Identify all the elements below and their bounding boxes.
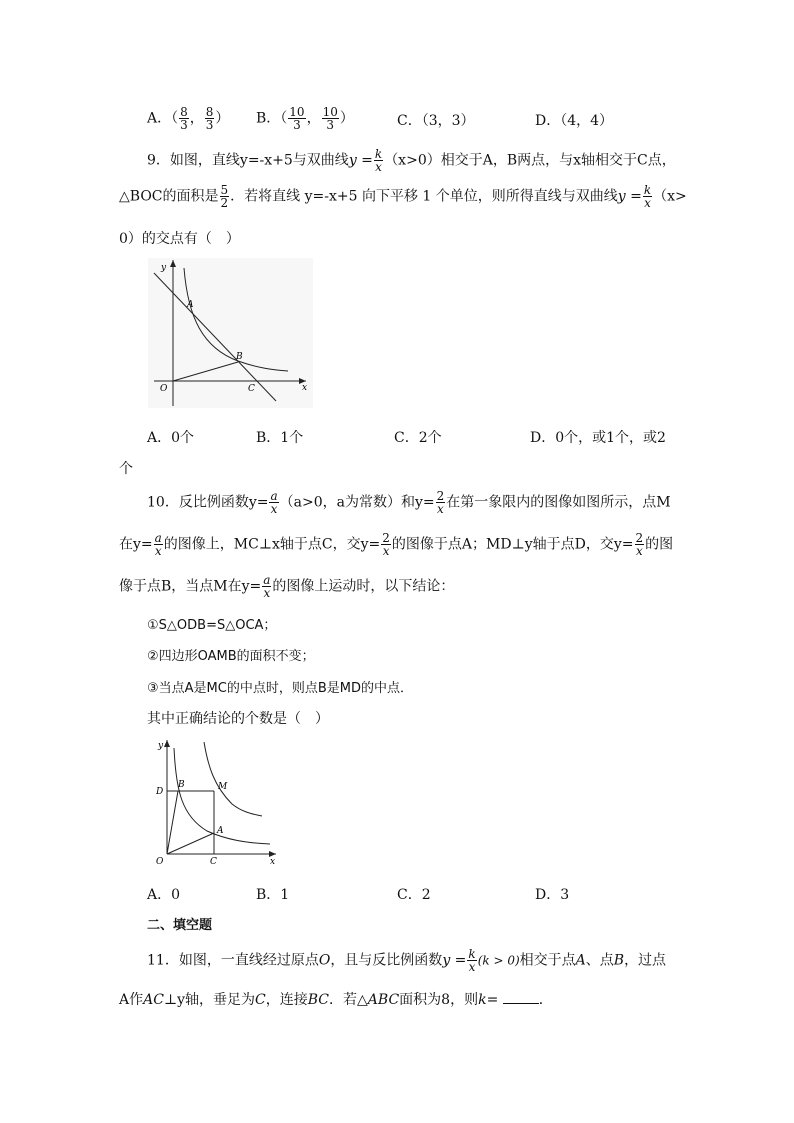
denominator: 3 (205, 118, 214, 132)
q10-conclusion-2: ②四边形OAMB的面积不变； (147, 649, 315, 664)
q11-text: ，且与反比例函数 (330, 952, 443, 969)
q11-text: 相交于点 (519, 952, 576, 969)
numerator: 5 (220, 183, 229, 197)
q11-text: ．若 (329, 992, 358, 1008)
q10-text: （a>0，a为常数）和y= (279, 494, 435, 511)
fraction (643, 184, 652, 209)
q9-text: 9．如图，直线y=-x+5与双曲线 (147, 152, 349, 169)
fraction (436, 490, 446, 515)
math-bc: BC (307, 992, 330, 1008)
q10-line-3 (119, 574, 454, 599)
q9-text: （x> (653, 188, 687, 205)
denominator: x (382, 544, 390, 558)
q10-text: 在第一象限内的图像如图所示，点M (446, 494, 671, 511)
q9-text: ．若将直线 y=-x+5 向下平移 1 个单位，则所得直线与双曲线 (230, 188, 618, 205)
math-b: B (613, 952, 625, 969)
q11-text: A作 (119, 992, 144, 1008)
fraction (262, 574, 271, 599)
numerator: 8 (180, 105, 188, 119)
q10-option-b: B．1 (256, 887, 290, 903)
fraction (381, 532, 391, 557)
q8-option-c: C．（3，3） (397, 113, 475, 129)
math-condition: (k > 0) (477, 953, 520, 968)
math-y: y = (348, 152, 373, 169)
q9-option-d-cont: 个 (119, 461, 133, 477)
fraction (205, 106, 215, 131)
denominator: x (437, 502, 444, 516)
q10-text: 在y= (119, 536, 153, 553)
fraction (269, 490, 278, 515)
q11-text: ，连接 (265, 992, 308, 1008)
axis-label-y: y (158, 741, 164, 751)
fraction (635, 532, 645, 557)
q11-text: 11．如图，一直线经过原点 (147, 952, 319, 969)
numerator: 2 (436, 489, 445, 503)
axis-label-x: x (302, 383, 308, 393)
segment-oa (167, 833, 214, 854)
q9-line-1 (147, 148, 676, 173)
point-label-d: D (156, 787, 164, 797)
math-a: A (575, 952, 586, 969)
numerator: 2 (635, 531, 644, 545)
q9-graph (148, 258, 313, 408)
math-c: C (255, 992, 266, 1008)
paren: （ (171, 110, 179, 127)
q11-line-1 (147, 948, 666, 973)
q9-text: （x>0）相交于A，B两点，与x轴相交于C点， (384, 152, 676, 169)
numerator: 2 (382, 531, 390, 545)
q10-graph (152, 736, 282, 868)
q11-text: 面积为8，则 (399, 992, 479, 1008)
q8-option-b (256, 106, 354, 131)
q10-line-2 (119, 532, 673, 557)
point-label-b: B (236, 352, 243, 362)
paren: ） (215, 110, 230, 127)
q10-option-c: C．2 (397, 887, 431, 903)
denominator: x (635, 544, 643, 558)
fraction (179, 106, 189, 131)
q10-option-d: D．3 (535, 887, 570, 903)
point-label-a: A (217, 826, 224, 836)
numerator: k (643, 183, 652, 197)
q10-conclusion-3: ③当点A是MC的中点时，则点B是MD的中点． (147, 681, 413, 696)
denominator: 3 (180, 118, 188, 132)
q10-figure (152, 736, 282, 868)
fraction (467, 948, 476, 973)
numerator: a (263, 573, 271, 587)
q10-question: 其中正确结论的个数是（ ） (147, 711, 329, 727)
q9-text: △BOC的面积是 (119, 188, 219, 205)
q10-text: 的图像上运动时，以下结论： (272, 578, 455, 595)
numerator: 10 (289, 105, 305, 119)
q9-option-a: A．0个 (147, 430, 195, 446)
denominator: x (644, 196, 651, 210)
point-label-a: A (187, 300, 194, 310)
q11-text: = (486, 992, 499, 1008)
q9-option-c: C．2个 (394, 430, 442, 446)
math-ac: AC (143, 992, 164, 1008)
fraction (288, 106, 305, 131)
point-label-b: B (178, 780, 185, 790)
q10-text: 像于点B，当点M在y= (119, 578, 262, 595)
q11-line-2 (119, 989, 553, 1009)
point-label-m: M (218, 782, 228, 792)
denominator: x (154, 544, 162, 558)
numerator: a (154, 531, 162, 545)
q9-line-3: 0）的交点有（ ） (119, 231, 240, 247)
paren: ） (339, 110, 354, 127)
point-label-o: O (156, 857, 164, 867)
q9-figure (148, 258, 313, 408)
paren: （ (280, 110, 288, 127)
fraction (154, 532, 163, 557)
axis-label-y: y (161, 263, 167, 273)
q11-text: ⊥y轴，垂足为 (163, 992, 256, 1008)
q8-option-a (147, 106, 229, 131)
option-label: B． (256, 110, 281, 127)
section-heading: 二、填空题 (147, 918, 213, 933)
denominator: 3 (293, 118, 301, 132)
answer-blank[interactable] (503, 991, 539, 1004)
q8-option-d: D．（4，4） (535, 113, 614, 129)
denominator: x (468, 960, 476, 974)
denominator: x (270, 502, 278, 516)
comma: ， (189, 110, 204, 127)
axis-label-x: x (270, 857, 276, 867)
q9-option-d: D．0个，或1个，或2 (530, 430, 666, 446)
fraction (220, 184, 230, 209)
segment-ob (167, 791, 178, 854)
denominator: 3 (326, 118, 335, 132)
point-label-o: O (160, 384, 168, 394)
numerator: 8 (205, 105, 214, 119)
q11-text: ，过点 (624, 952, 667, 969)
numerator: k (468, 947, 476, 961)
denominator: 2 (220, 196, 229, 210)
comma: ， (306, 110, 321, 127)
q10-text: 的图像上，MC⊥x轴于点C，交y= (163, 536, 381, 553)
denominator: x (375, 160, 382, 174)
q9-line-2 (119, 184, 687, 209)
q10-text: 的图 (645, 536, 674, 553)
point-label-c: C (248, 384, 255, 394)
numerator: a (270, 489, 278, 503)
math-y: y = (617, 188, 642, 205)
point-label-c: C (210, 857, 217, 867)
math-o: O (318, 952, 331, 969)
q10-text: 10．反比例函数y= (147, 494, 269, 511)
math-y: y = (442, 952, 467, 969)
q10-line-1 (147, 490, 671, 515)
q11-text: 、点 (585, 952, 614, 969)
q10-text: 的图像于点A；MD⊥y轴于点D，交y= (391, 536, 634, 553)
q10-conclusion-1: ①S△ODB=S△OCA； (147, 618, 277, 633)
y-axis-arrow (164, 740, 170, 747)
numerator: 10 (322, 105, 338, 119)
denominator: x (263, 586, 271, 600)
fraction (374, 148, 383, 173)
q10-option-a: A．0 (147, 887, 181, 903)
numerator: k (374, 147, 383, 161)
math-triangle: △ABC (357, 992, 400, 1008)
math-k: k (478, 992, 487, 1008)
option-label: A． (147, 110, 172, 127)
curve-y-a-over-x (204, 742, 262, 816)
q9-option-b: B．1个 (256, 430, 304, 446)
q11-text: ． (538, 992, 553, 1008)
fraction (322, 106, 339, 131)
